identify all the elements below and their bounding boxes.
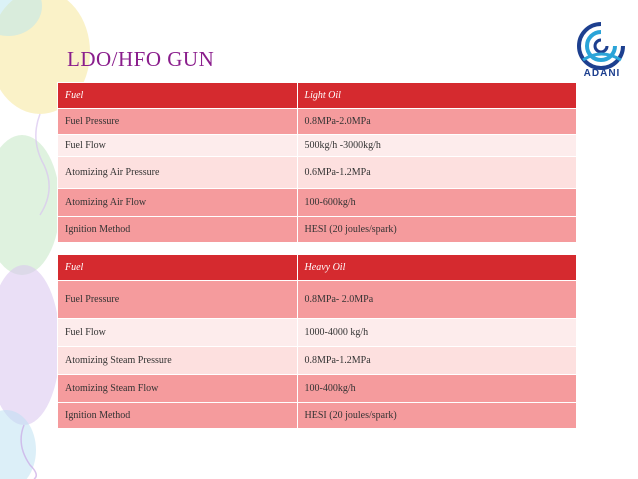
value-cell: 500kg/h -3000kg/h	[297, 135, 576, 157]
value-cell: 0.8MPa-1.2MPa	[297, 347, 576, 375]
param-cell: Fuel Pressure	[58, 109, 298, 135]
heavy-oil-table	[57, 254, 577, 429]
value-cell: 100-400kg/h	[297, 375, 576, 403]
value-cell: HESI (20 joules/spark)	[297, 403, 576, 429]
header-cell: Light Oil	[297, 83, 576, 109]
table-row	[58, 157, 577, 189]
table-header-row	[58, 83, 577, 109]
header-cell: Fuel	[58, 83, 298, 109]
value-cell: 0.6MPa-1.2MPa	[297, 157, 576, 189]
value-cell: 100-600kg/h	[297, 189, 576, 217]
table-row	[58, 281, 577, 319]
table-row	[58, 189, 577, 217]
slide-title: LDO/HFO GUN	[67, 47, 215, 71]
table-row	[58, 375, 577, 403]
table-row	[58, 347, 577, 375]
table-row	[58, 135, 577, 157]
param-cell: Fuel Pressure	[58, 281, 298, 319]
logo-text: ADANI	[583, 68, 621, 79]
param-cell: Atomizing Air Pressure	[58, 157, 298, 189]
table-row	[58, 403, 577, 429]
param-cell: Atomizing Steam Pressure	[58, 347, 298, 375]
balloon-green	[0, 135, 60, 275]
header-cell: Fuel	[58, 255, 298, 281]
header-cell: Heavy Oil	[297, 255, 576, 281]
table-row	[58, 217, 577, 243]
table-row	[58, 109, 577, 135]
param-cell: Atomizing Air Flow	[58, 189, 298, 217]
value-cell: 0.8MPa- 2.0MPa	[297, 281, 576, 319]
value-cell: HESI (20 joules/spark)	[297, 217, 576, 243]
param-cell: Ignition Method	[58, 217, 298, 243]
param-cell: Ignition Method	[58, 403, 298, 429]
light-oil-table	[57, 82, 577, 243]
value-cell: 1000-4000 kg/h	[297, 319, 576, 347]
table-header-row	[58, 255, 577, 281]
param-cell: Atomizing Steam Flow	[58, 375, 298, 403]
param-cell: Fuel Flow	[58, 135, 298, 157]
param-cell: Fuel Flow	[58, 319, 298, 347]
balloon-purple	[0, 265, 60, 425]
table-row	[58, 319, 577, 347]
value-cell: 0.8MPa-2.0MPa	[297, 109, 576, 135]
